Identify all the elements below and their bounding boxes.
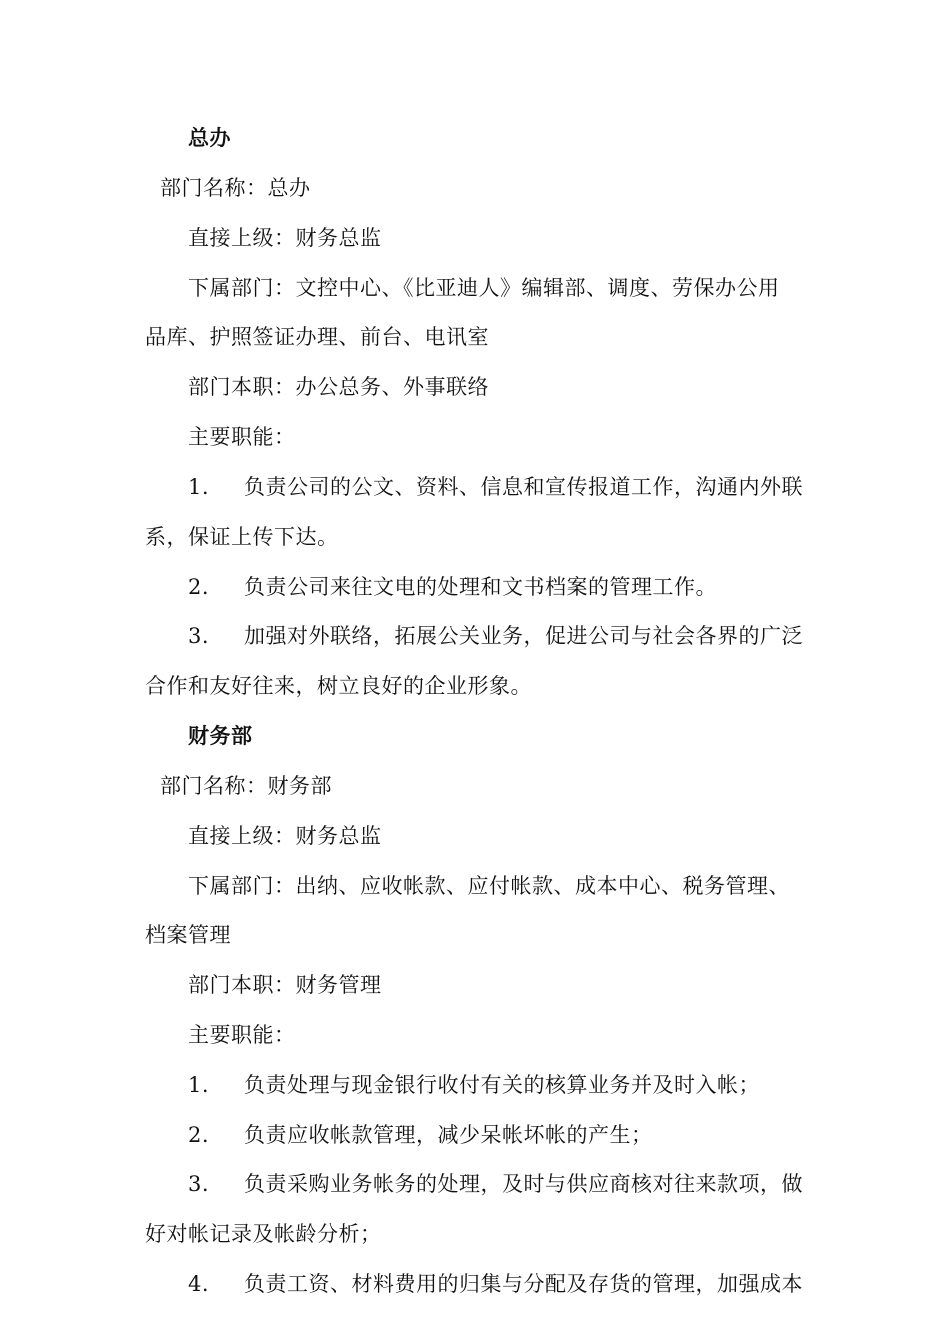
item-text: 加强对外联络，拓展公关业务，促进公司与社会各界的广泛 <box>244 624 803 648</box>
function-item-continuation: 系，保证上传下达。 <box>145 525 339 549</box>
dept-name: 部门名称：财务部 <box>160 774 332 798</box>
main-functions-label: 主要职能： <box>188 425 296 449</box>
dept-duty: 部门本职：办公总务、外事联络 <box>188 375 489 399</box>
function-item <box>188 474 803 500</box>
function-item-continuation: 合作和友好往来，树立良好的企业形象。 <box>145 674 532 698</box>
sub-departments-line-2: 档案管理 <box>145 923 231 947</box>
function-item <box>188 1271 803 1297</box>
main-functions-label: 主要职能： <box>188 1023 296 1047</box>
item-number: 3. <box>188 1172 210 1196</box>
function-item <box>188 574 717 600</box>
direct-superior: 直接上级：财务总监 <box>188 226 382 250</box>
item-number: 4. <box>188 1272 210 1296</box>
item-number: 1. <box>188 475 210 499</box>
item-text: 负责应收帐款管理，减少呆帐坏帐的产生； <box>244 1123 653 1147</box>
item-number: 1. <box>188 1073 210 1097</box>
dept-name: 部门名称：总办 <box>160 176 311 200</box>
dept-duty: 部门本职：财务管理 <box>188 973 382 997</box>
section-heading-zongban: 总办 <box>188 126 231 150</box>
item-text: 负责采购业务帐务的处理，及时与供应商核对往来款项，做 <box>244 1172 803 1196</box>
section-heading-caiwubu: 财务部 <box>188 724 253 748</box>
item-text: 负责处理与现金银行收付有关的核算业务并及时入帐； <box>244 1073 760 1097</box>
function-item <box>188 623 803 649</box>
item-number: 2. <box>188 1123 210 1147</box>
function-item <box>188 1072 760 1098</box>
function-item <box>188 1171 803 1197</box>
direct-superior: 直接上级：财务总监 <box>188 824 382 848</box>
sub-departments-line-2: 品库、护照签证办理、前台、电讯室 <box>145 325 489 349</box>
item-number: 2. <box>188 575 210 599</box>
item-number: 3. <box>188 624 210 648</box>
sub-departments-line-1: 下属部门：文控中心、《比亚迪人》编辑部、调度、劳保办公用 <box>188 276 780 300</box>
item-text: 负责工资、材料费用的归集与分配及存货的管理，加强成本 <box>244 1272 803 1296</box>
item-text: 负责公司的公文、资料、信息和宣传报道工作，沟通内外联 <box>244 475 803 499</box>
item-text: 负责公司来往文电的处理和文书档案的管理工作。 <box>244 575 717 599</box>
function-item <box>188 1122 653 1148</box>
function-item-continuation: 好对帐记录及帐龄分析； <box>145 1222 382 1246</box>
sub-departments-line-1: 下属部门：出纳、应收帐款、应付帐款、成本中心、税务管理、 <box>188 874 790 898</box>
